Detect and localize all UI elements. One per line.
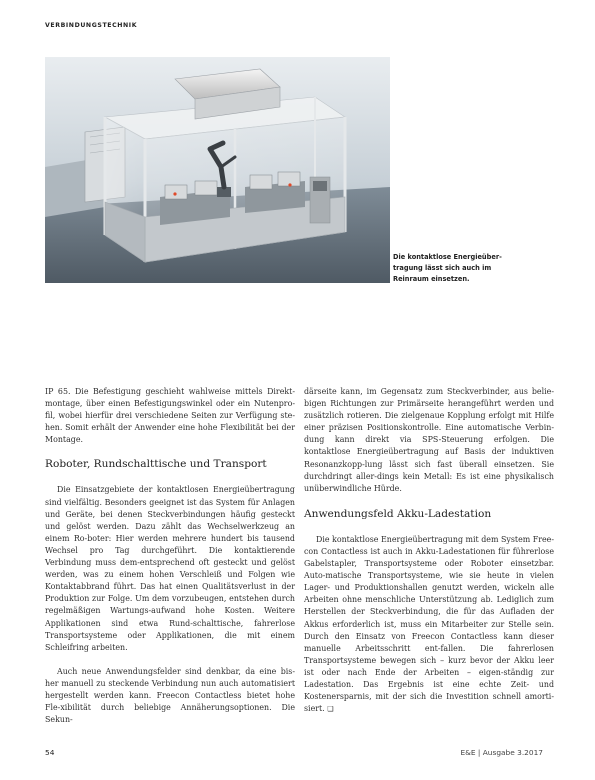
body-paragraph: IP 65. Die Befestigung geschieht wahlweise mittels Direkt-montage, über einen Befestigungswinkel oder ein Nutenpro-fil, wobei hierfür drei verschiedene Seiten zur Verfügung ste-hen. Somit erhält der Anwender eine hohe Flexibilität bei der Montage. [45, 387, 295, 445]
issue-label: E&E | Ausgabe 3.2017 [460, 748, 543, 757]
cleanroom-robot-photo [45, 57, 390, 283]
body-paragraph: Die Einsatzgebiete der kontaktlosen Energieübertragung sind vielfältig. Besonders geeignet ist das System für Anlagen und Geräte, bei denen Steckverbindungen häufig gesteckt und gelöst werden. Dazu zählt das Wechselwerkzeug an einem Ro-boter: Hier werden mehrere hundert bis tausend Wechsel pro Tag durchgeführt. Die kontaktierende Verbindung muss dem-entsprechend oft gesteckt und gelöst werden, was zu einem hohen Verschleiß und Folgen wie Kontaktabbrand führt. Das hat einen Qualitätsverlust in der Produktion zur Folge. Um dem vorzubeugen, entstehen durch regelmäßigen Wartungs-aufwand hohe Kosten. Weitere Applikationen sind etwa Rund-schalttische, fahrerlose Transportsysteme oder Applikationen, die mit einem Schleifring arbeiten. [45, 485, 295, 652]
cleanroom-robot-illustration [45, 57, 390, 283]
subheading-roboter: Roboter, Rundschalttische und Transport [45, 458, 267, 471]
subheading-akku-ladestation: Anwendungsfeld Akku-Ladestation [304, 507, 492, 520]
body-paragraph: Auch neue Anwendungsfelder sind denkbar, da eine bis-her manuell zu steckende Verbindung nun auch automatisiert hergestellt werden kann. Freecon Contactless bietet hohe Fle-xibilität durch beliebige Annäherungsoptionen. Die Sekun- [45, 666, 295, 725]
body-paragraph: därseite kann, im Gegensatz zum Steckverbinder, aus belie-bigen Richtungen zur Primärseite herangeführt werden und zusätzlich rotieren. Die zielgenaue Kopplung erfolgt mit Hilfe einer präzisen Positionskontrolle. Eine automatische Verbin-dung kann direkt via SPS-Steuerung erfolgen. Die kontaktlose Energieübertragung auf Basis der induktiven Resonanzkopp-lung lässt sich fast überall einsetzen. Sie durchdringt aller-dings kein Metall: Es ist eine physikalisch unüberwindliche Hürde. [304, 387, 554, 493]
page-number: 54 [45, 748, 55, 757]
article-column-right [304, 386, 554, 715]
figure-caption: Die kontaktlose Energieüber-tragung lässt sich auch im Reinraum einsetzen. [393, 253, 502, 284]
body-paragraph [304, 534, 554, 715]
section-label: VERBINDUNGSTECHNIK [45, 22, 138, 29]
body-paragraph-text: Die kontaktlose Energieübertragung mit dem System Free-con Contactless ist auch in Akku-Ladestationen für führerlose Gabelstapler, Transportsysteme oder Roboter einsetzbar. Auto-matische Transportsysteme, wie sie heute in vielen Lager- und Produktionshallen genutzt werden, wickeln alle Arbeiten ohne menschliche Unterstützung ab. Lediglich zum Herstellen der Steckverbindung, die für das Aufladen der Akkus erforderlich ist, muss ein Mitarbeiter zur Stelle sein. Durch den Einsatz von Freecon Contactless kann dieser manuelle Arbeitsschritt ent-fallen. Die fahrerlosen Transportsysteme bewegen sich – kurz bevor der Akku leer ist oder nach Ende der Arbeiten – eigen-ständig zur Ladestation. Das Ergebnis ist eine echte Zeit- und Kostenersparnis, mit der sich die Investition schnell amorti-siert. [304, 534, 554, 714]
end-mark-icon: ❑ [327, 705, 334, 714]
article-column-left [45, 386, 295, 726]
